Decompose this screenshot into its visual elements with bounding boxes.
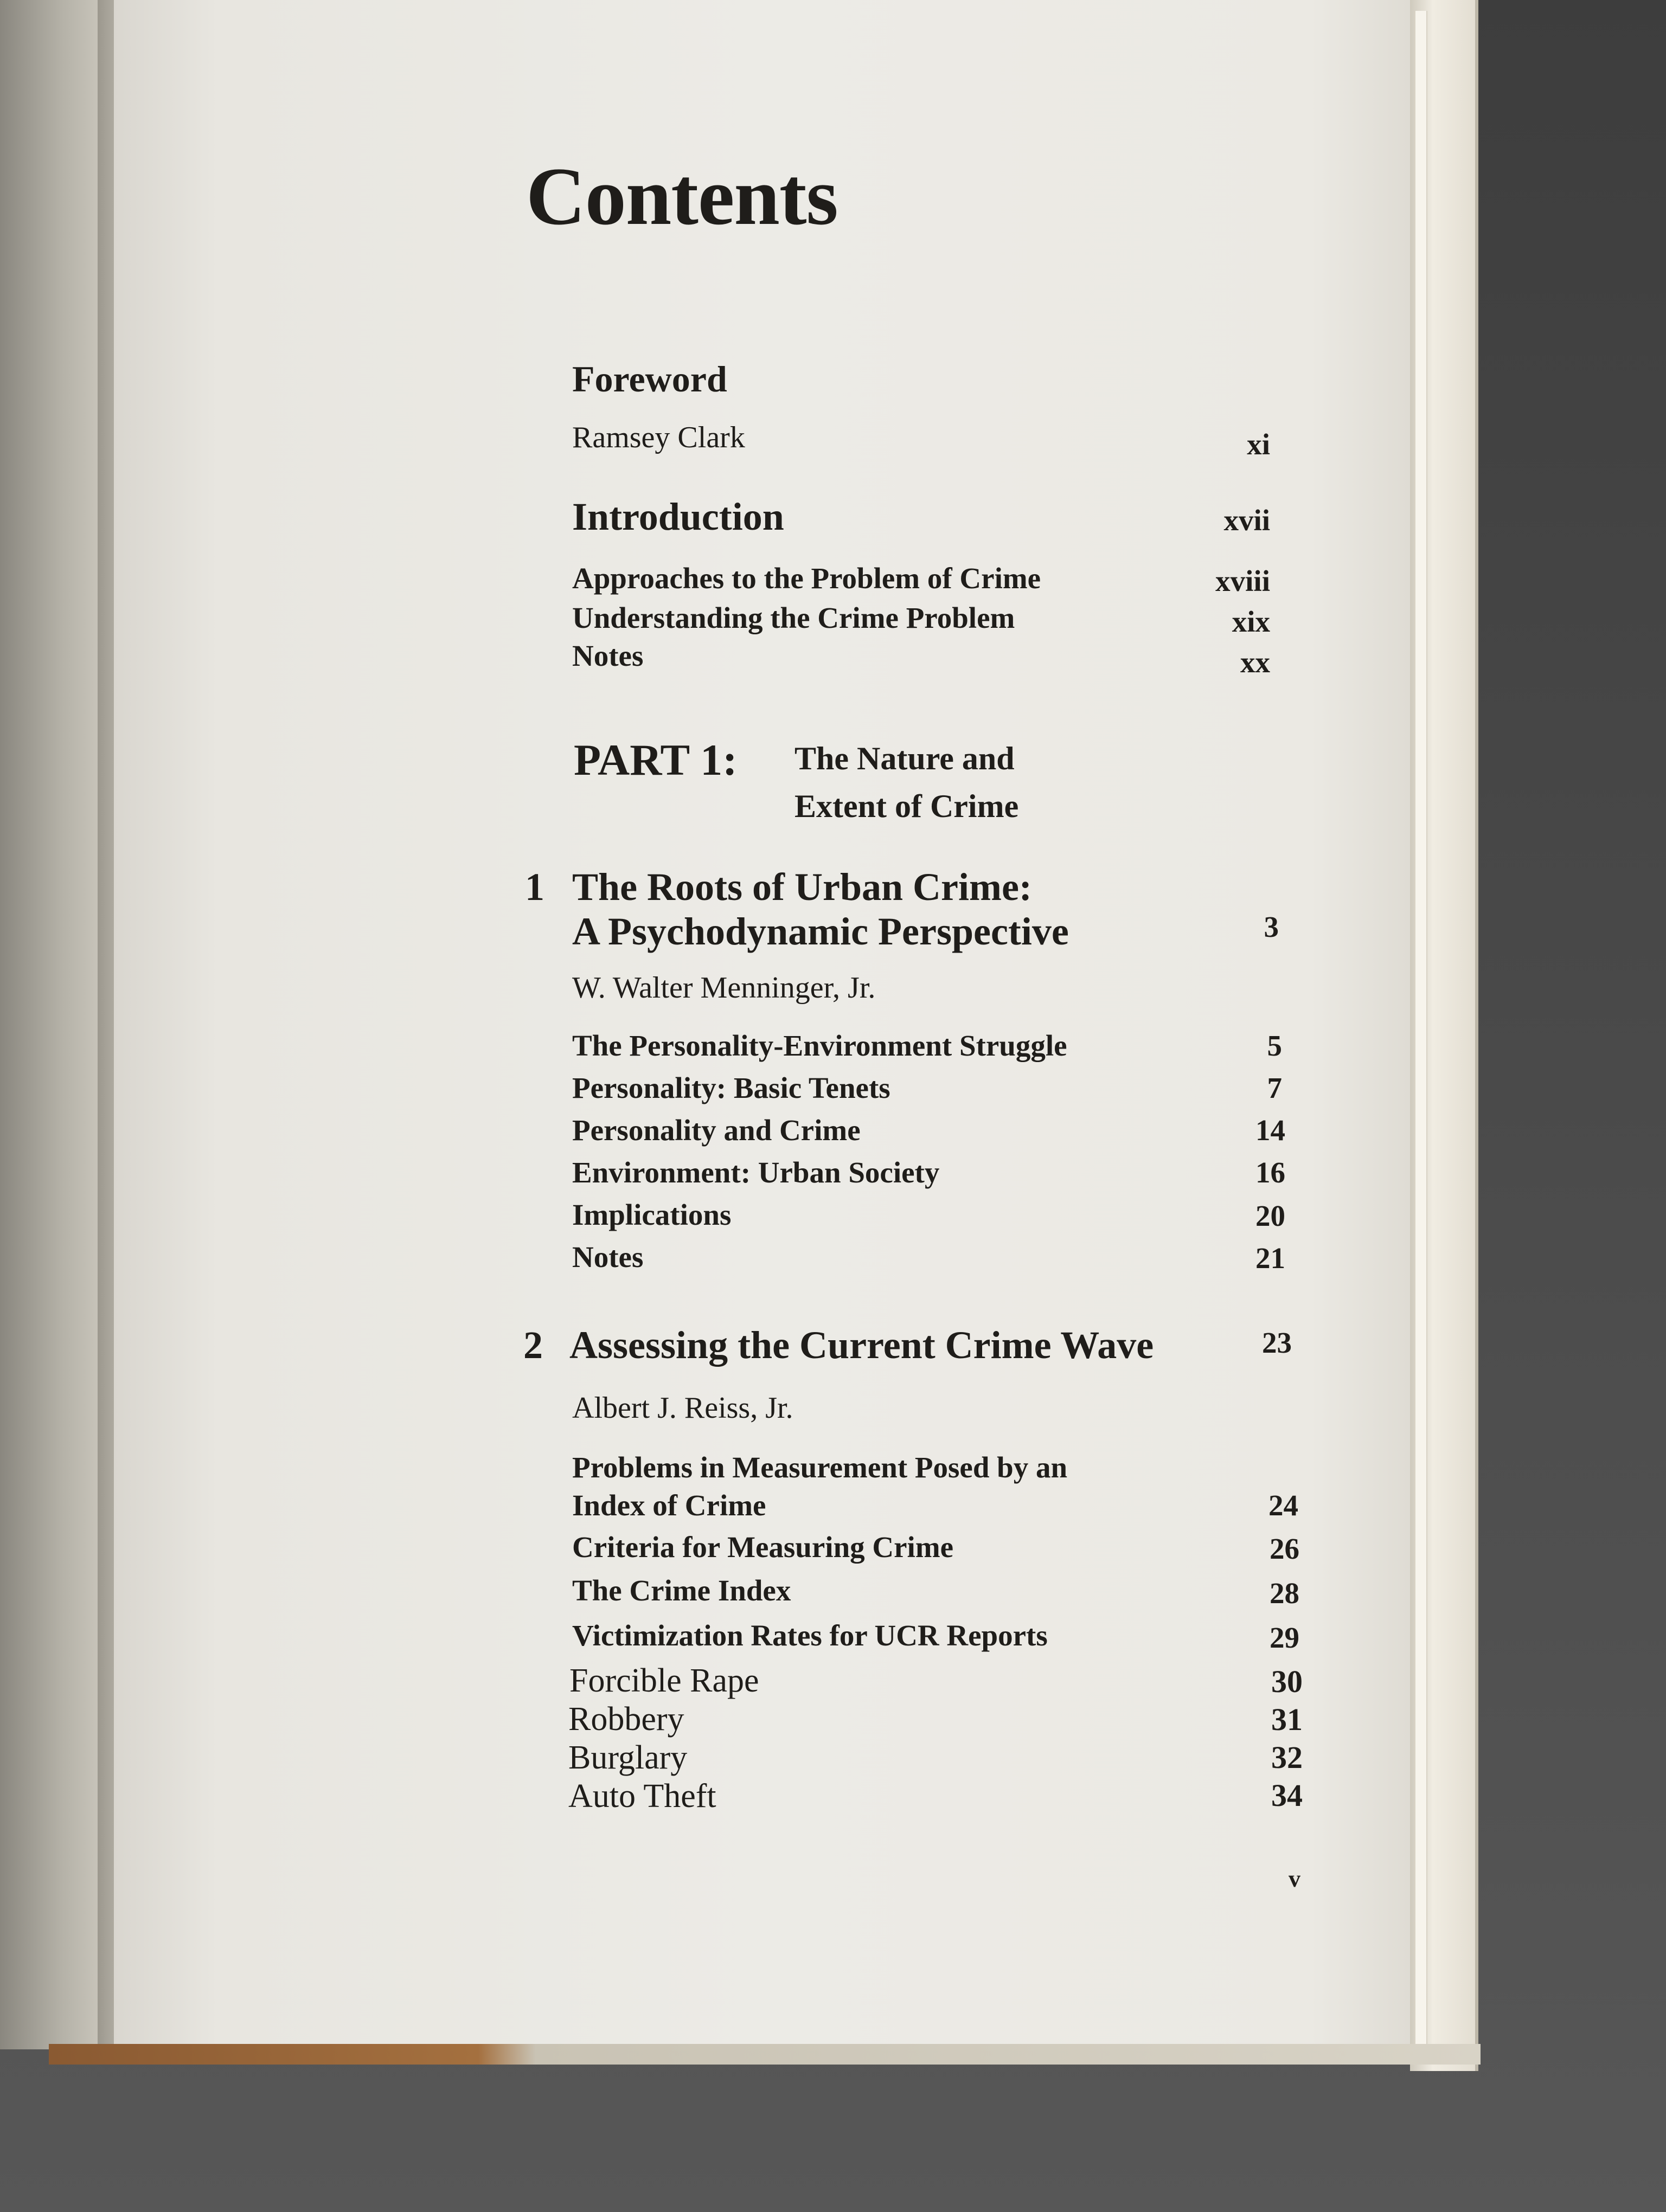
chapter-item-page: 28 xyxy=(1270,1577,1299,1610)
foreword-page: xi xyxy=(1247,428,1270,461)
chapter-title-line: The Roots of Urban Crime: xyxy=(572,865,1032,909)
chapter-item-page: 14 xyxy=(1255,1114,1285,1147)
chapter-item-page: 16 xyxy=(1255,1156,1285,1189)
chapter-item-page: 21 xyxy=(1255,1242,1285,1275)
chapter-subitem-page: 32 xyxy=(1271,1740,1303,1775)
chapter-author: W. Walter Menninger, Jr. xyxy=(572,971,876,1005)
page-title: Contents xyxy=(526,151,838,242)
chapter-item-page: 20 xyxy=(1255,1199,1285,1232)
foreword-title: Foreword xyxy=(572,358,727,400)
chapter-item-line: Index of Crime xyxy=(572,1489,766,1522)
part-label: PART 1: xyxy=(574,735,738,785)
chapter-item: Personality and Crime xyxy=(572,1114,861,1147)
chapter-item-page: 7 xyxy=(1267,1071,1282,1104)
part-title-line: Extent of Crime xyxy=(794,788,1019,824)
intro-item-page: xviii xyxy=(1215,564,1270,597)
chapter-item: Environment: Urban Society xyxy=(572,1156,940,1189)
intro-item-page: xix xyxy=(1232,605,1270,638)
intro-item: Understanding the Crime Problem xyxy=(572,601,1015,634)
foreword-author: Ramsey Clark xyxy=(572,421,745,454)
chapter-title: Assessing the Current Crime Wave xyxy=(569,1323,1154,1367)
book-binding xyxy=(49,2044,1481,2065)
chapter-title-line: A Psychodynamic Perspective xyxy=(572,910,1069,953)
introduction-page: xvii xyxy=(1223,504,1270,537)
chapter-item-page: 26 xyxy=(1270,1532,1299,1565)
chapter-item: The Personality-Environment Struggle xyxy=(572,1029,1067,1062)
chapter-item: The Crime Index xyxy=(572,1574,791,1607)
chapter-number: 2 xyxy=(523,1323,543,1367)
chapter-item: Criteria for Measuring Crime xyxy=(572,1531,954,1564)
chapter-item-line: Problems in Measurement Posed by an xyxy=(572,1451,1068,1484)
chapter-page: 3 xyxy=(1264,910,1279,943)
chapter-item: Notes xyxy=(572,1240,644,1274)
intro-item: Approaches to the Problem of Crime xyxy=(572,562,1041,595)
chapter-number: 1 xyxy=(525,865,544,909)
chapter-subitem: Forcible Rape xyxy=(569,1662,759,1699)
chapter-subitem-page: 34 xyxy=(1271,1778,1303,1813)
part-title xyxy=(794,735,1018,830)
chapter-subitem: Auto Theft xyxy=(568,1778,716,1815)
intro-item-page: xx xyxy=(1240,646,1270,679)
chapter-title xyxy=(572,865,1069,954)
chapter-item xyxy=(572,1449,1067,1525)
chapter-subitem: Robbery xyxy=(568,1701,684,1738)
chapter-item: Personality: Basic Tenets xyxy=(572,1071,890,1104)
chapter-item-page: 24 xyxy=(1268,1489,1298,1522)
chapter-subitem: Burglary xyxy=(568,1739,688,1776)
introduction-title: Introduction xyxy=(572,495,784,538)
intro-item: Notes xyxy=(572,639,644,672)
chapter-page: 23 xyxy=(1262,1326,1292,1359)
chapter-item: Victimization Rates for UCR Reports xyxy=(572,1619,1048,1652)
chapter-item-page: 29 xyxy=(1270,1621,1299,1654)
chapter-item-page: 5 xyxy=(1267,1029,1282,1062)
chapter-item: Implications xyxy=(572,1198,732,1231)
chapter-author: Albert J. Reiss, Jr. xyxy=(572,1391,793,1425)
cover-edge-highlight xyxy=(1414,11,1427,2060)
page-marker: v xyxy=(1289,1866,1300,1892)
chapter-subitem-page: 31 xyxy=(1271,1702,1303,1737)
part-title-line: The Nature and xyxy=(794,741,1015,776)
chapter-subitem-page: 30 xyxy=(1271,1664,1303,1699)
